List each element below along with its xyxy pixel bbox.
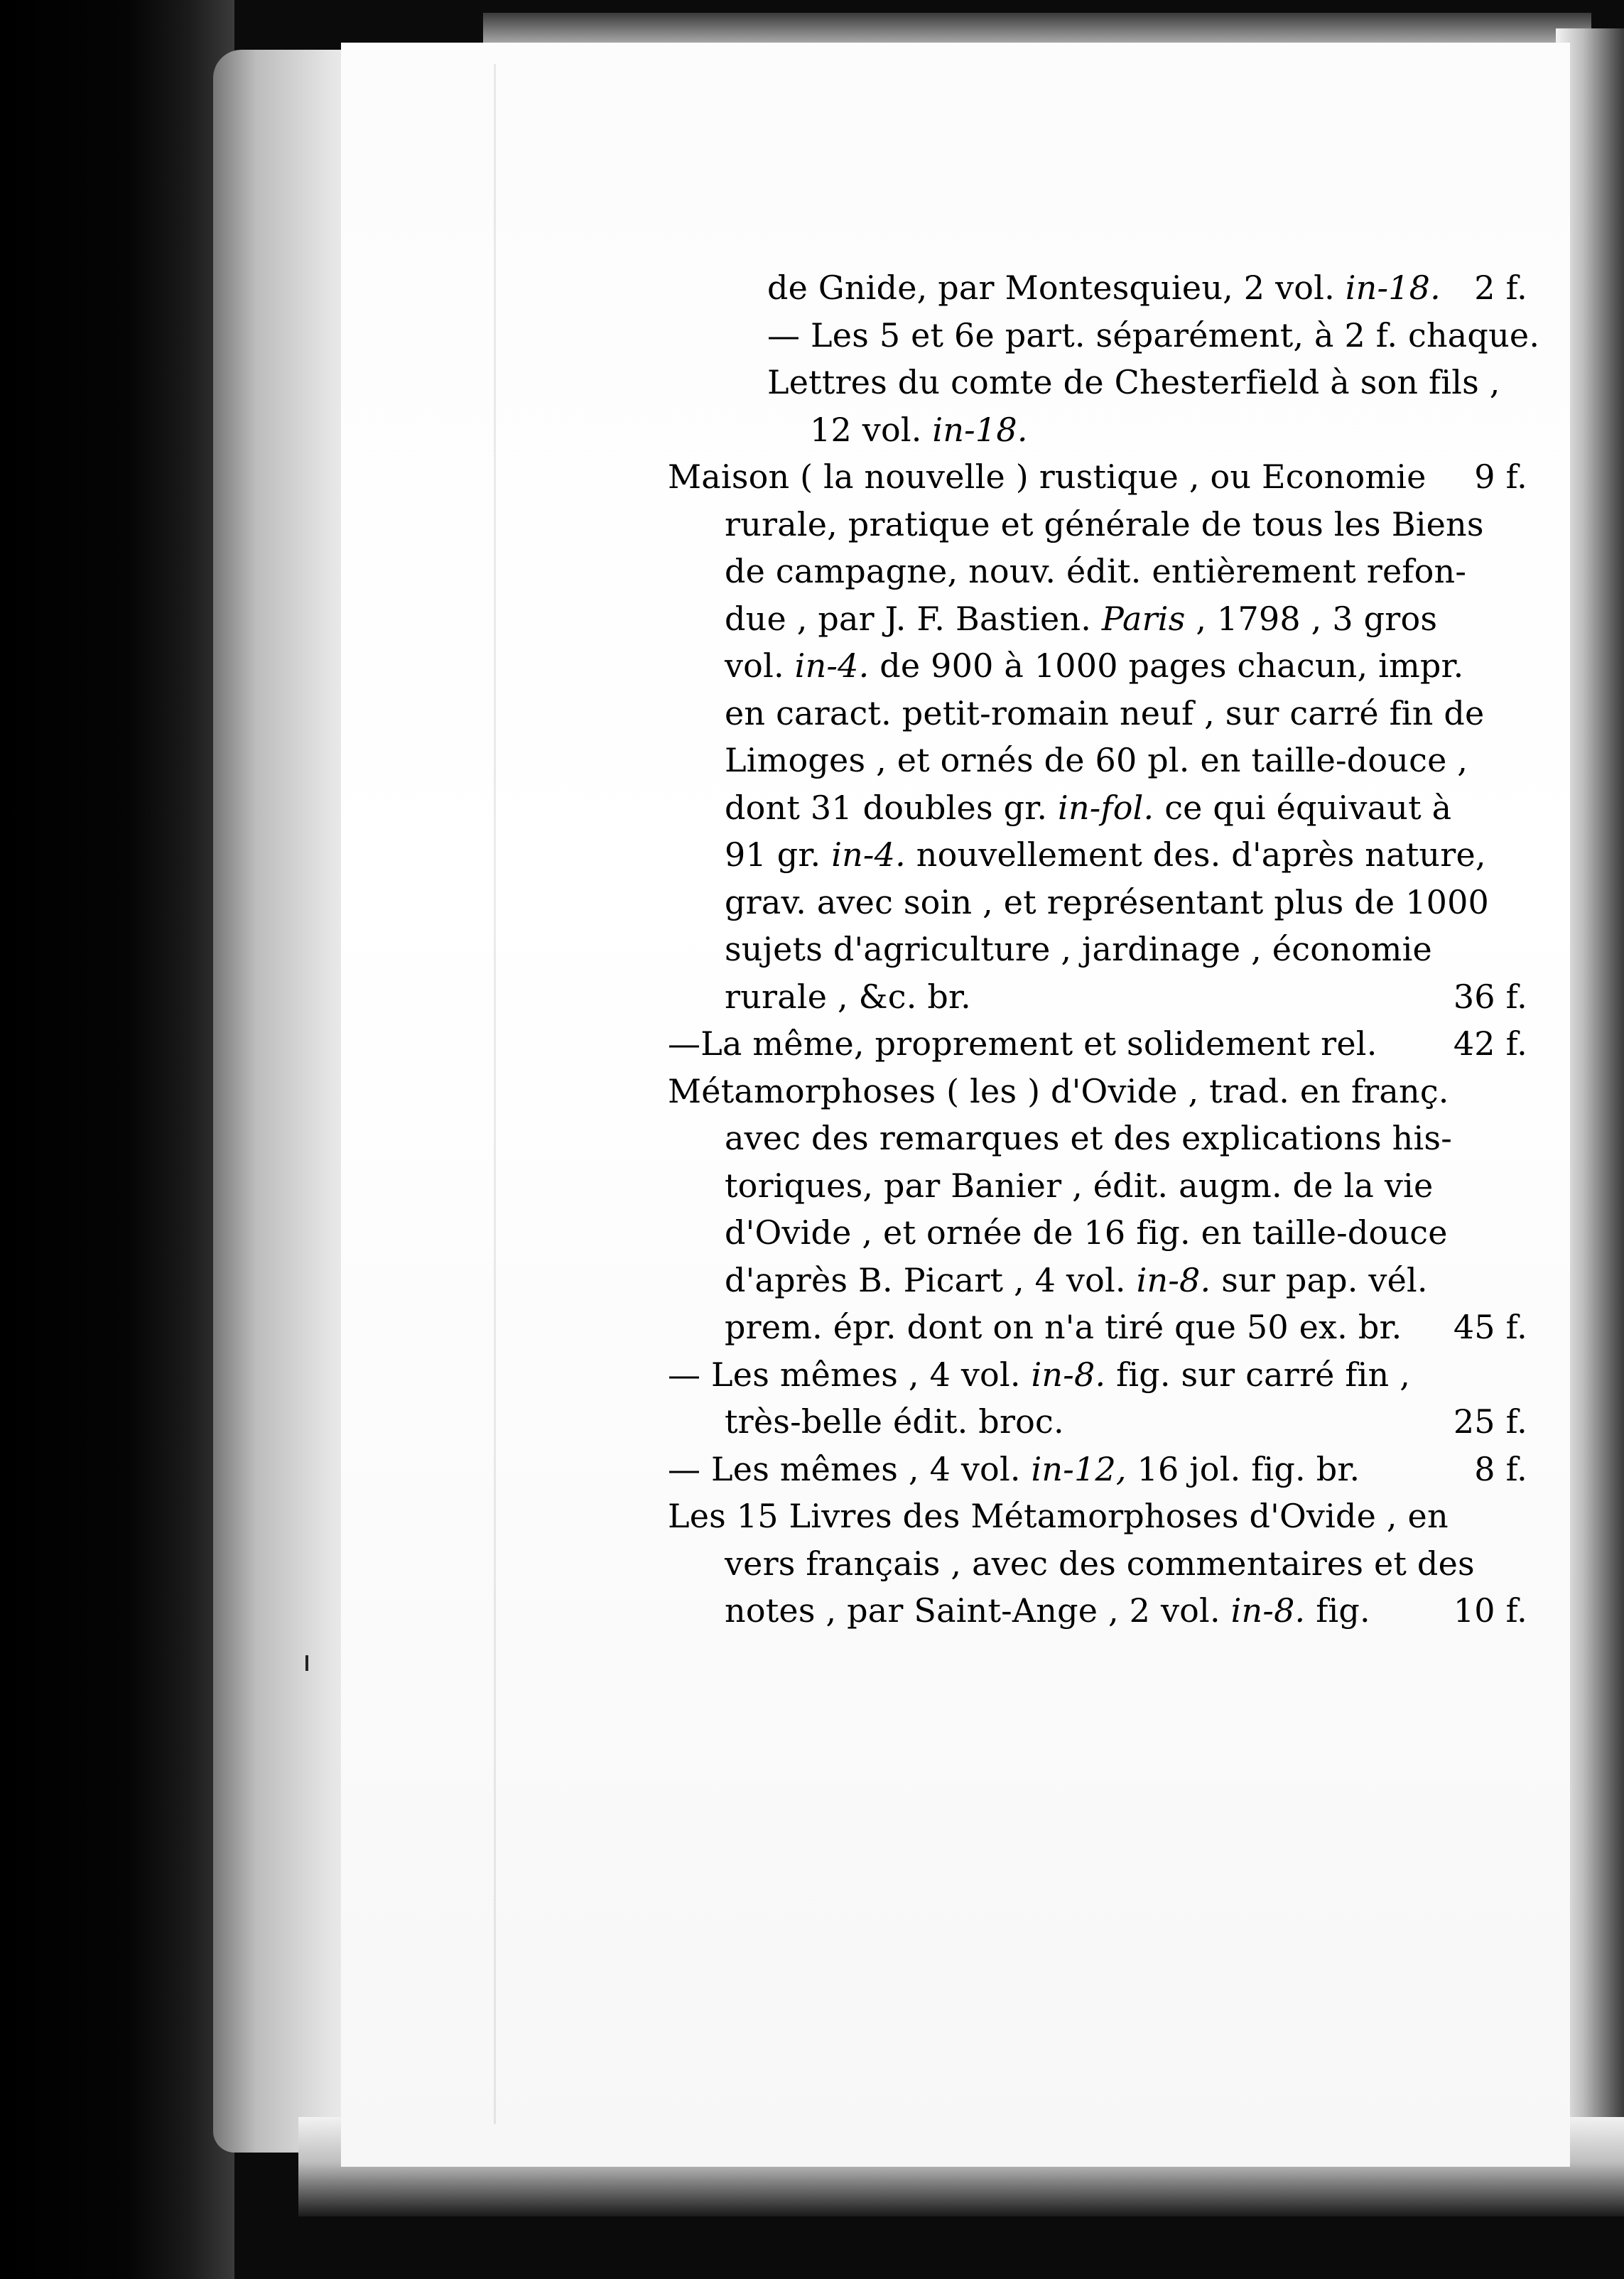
- catalogue-line: toriques, par Banier , édit. augm. de la vie: [725, 1166, 1434, 1205]
- catalogue-line: rurale, pratique et générale de tous les Biens: [725, 504, 1484, 543]
- catalogue-line: due , par J. F. Bastien. Paris , 1798 , 3 gros: [725, 599, 1438, 638]
- catalogue-line: grav. avec soin , et représentant plus de 1000: [725, 882, 1490, 921]
- catalogue-line: notes , par Saint-Ange , 2 vol. in-8. fig. 10 f.: [668, 1587, 1527, 1635]
- catalogue-line: Lettres du comte de Chesterfield à son fils ,: [767, 363, 1500, 401]
- catalogue-line: dont 31 doubles gr. in-fol. ce qui équivaut à: [725, 788, 1452, 827]
- catalogue-line: 12 vol. in-18.: [810, 410, 1028, 449]
- catalogue-line: en caract. petit-romain neuf , sur carré fin de: [725, 693, 1485, 732]
- price: 42 f.: [1453, 1024, 1527, 1063]
- catalogue-line: vers français , avec des commentaires et des: [725, 1544, 1475, 1583]
- price: 9 f.: [1474, 458, 1527, 496]
- catalogue-line: vol. in-4. de 900 à 1000 pages chacun, impr.: [725, 646, 1464, 685]
- price: 36 f.: [1453, 977, 1527, 1016]
- page-fold-line: [494, 64, 496, 2124]
- catalogue-line: Limoges , et ornés de 60 pl. en taille-douce ,: [725, 741, 1468, 779]
- margin-mark: [305, 1655, 308, 1671]
- catalogue-line: prem. épr. dont on n'a tiré que 50 ex. br. 45 f.: [668, 1304, 1527, 1351]
- catalogue-line: — Les mêmes , 4 vol. in-8. fig. sur carré fin ,: [668, 1355, 1411, 1394]
- price: 2 f.: [1474, 269, 1527, 307]
- catalogue-line: avec des remarques et des explications his-: [725, 1119, 1452, 1157]
- catalogue-line: — Les mêmes , 4 vol. in-12, 16 jol. fig. br. 8 f.: [668, 1446, 1527, 1493]
- catalogue-line: — Les 5 et 6e part. séparément, à 2 f. chaque.: [767, 315, 1540, 354]
- catalogue-line: d'Ovide , et ornée de 16 fig. en taille-douce: [725, 1213, 1448, 1252]
- catalogue-line: Métamorphoses ( les ) d'Ovide , trad. en franç.: [668, 1071, 1449, 1110]
- catalogue-line: sujets d'agriculture , jardinage , économie: [725, 930, 1432, 968]
- catalogue-line: Maison ( la nouvelle ) rustique , ou Economie: [668, 458, 1427, 496]
- price: 10 f.: [1453, 1591, 1527, 1630]
- price: 45 f.: [1453, 1308, 1527, 1346]
- catalogue-line: rurale , &c. br. 36 f.: [668, 973, 1527, 1021]
- book-spine-shadow: [0, 0, 234, 2279]
- catalogue-line: 91 gr. in-4. nouvellement des. d'après nature,: [725, 835, 1486, 874]
- catalogue-text: [668, 264, 1540, 1635]
- price: 8 f.: [1474, 1449, 1527, 1488]
- catalogue-line: Les 15 Livres des Métamorphoses d'Ovide , en: [668, 1497, 1449, 1535]
- catalogue-line: de campagne, nouv. édit. entièrement refon-: [725, 552, 1467, 590]
- catalogue-line: très-belle édit. broc. 25 f.: [668, 1398, 1527, 1446]
- catalogue-line: d'après B. Picart , 4 vol. in-8. sur pap. vél.: [725, 1260, 1428, 1299]
- catalogue-line: de Gnide, par Montesquieu, 2 vol. in-18. 2 f.: [668, 264, 1527, 312]
- price: 25 f.: [1453, 1402, 1527, 1441]
- catalogue-line: —La même, proprement et solidement rel. 42 f.: [668, 1020, 1527, 1068]
